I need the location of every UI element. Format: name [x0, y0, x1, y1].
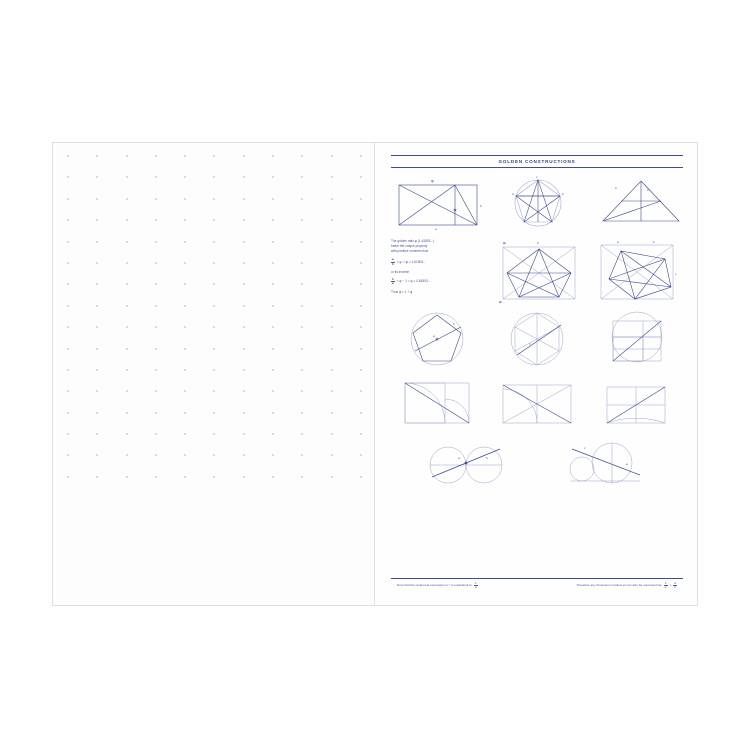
grid-dot [331, 433, 333, 435]
grid-dot [67, 262, 69, 264]
grid-dot [360, 390, 362, 392]
grid-dot [67, 305, 69, 307]
grid-dot [126, 262, 128, 264]
grid-dot [67, 412, 69, 414]
grid-dot [243, 305, 245, 307]
svg-text:a: a [458, 456, 460, 460]
grid-dot [67, 241, 69, 243]
svg-text:a: a [512, 192, 514, 196]
grid-dot [360, 155, 362, 157]
figure-golden-rectangle-diagonal [391, 173, 485, 231]
grid-dot [184, 241, 186, 243]
grid-dot [272, 176, 274, 178]
grid-dot [272, 262, 274, 264]
grid-dot [155, 198, 157, 200]
figure-double-circle-line [414, 437, 524, 489]
grid-dot [184, 219, 186, 221]
grid-dot [184, 262, 186, 264]
grid-dot [67, 390, 69, 392]
grid-dot [272, 198, 274, 200]
grid-dot [126, 369, 128, 371]
grid-dot [301, 326, 303, 328]
grid-dot [155, 283, 157, 285]
footer-right-text: Therefore any dimension marked φ² can also be expressed as [576, 583, 662, 588]
grid-dot [331, 305, 333, 307]
eq1-denominator: b [392, 261, 394, 266]
note-line-2: bears the unique property [391, 243, 428, 248]
grid-dot [67, 155, 69, 157]
grid-dot [301, 454, 303, 456]
grid-dot [67, 219, 69, 221]
grid-dot [184, 454, 186, 456]
grid-dot [184, 155, 186, 157]
grid-dot [272, 305, 274, 307]
footer-notes [391, 582, 683, 589]
svg-text:c: c [536, 175, 538, 179]
grid-dot [155, 219, 157, 221]
svg-text:φ²: φ² [431, 179, 435, 183]
grid-dot [360, 198, 362, 200]
grid-dot [126, 412, 128, 414]
grid-dot [243, 454, 245, 456]
dot-grid-row [67, 390, 362, 392]
grid-dot [155, 241, 157, 243]
grid-dot [360, 476, 362, 478]
eq1-text: = φ ⇒ φ = 1.61803... [396, 260, 426, 265]
grid-dot [155, 369, 157, 371]
svg-text:φ²: φ² [499, 300, 503, 304]
grid-dot [360, 454, 362, 456]
figure-pentagon-in-circle [496, 173, 580, 231]
grid-dot [301, 305, 303, 307]
grid-dot [360, 262, 362, 264]
grid-dot [301, 476, 303, 478]
grid-dot [272, 476, 274, 478]
dot-grid-row [67, 454, 362, 456]
grid-dot [155, 326, 157, 328]
svg-text:b: b [486, 456, 488, 460]
grid-dot [96, 155, 98, 157]
figure-circle-grid-rectangles [591, 309, 683, 371]
grid-dot [301, 219, 303, 221]
grid-dot [67, 476, 69, 478]
svg-text:b: b [453, 322, 455, 326]
svg-text:φ²: φ² [503, 241, 507, 245]
grid-dot [301, 198, 303, 200]
grid-dot [67, 326, 69, 328]
svg-text:b: b [653, 240, 655, 244]
svg-text:b: b [537, 241, 539, 245]
footer-left-frac-den: φ [474, 584, 477, 589]
grid-dot [96, 348, 98, 350]
grid-dot [155, 155, 157, 157]
svg-text:a: a [617, 240, 619, 244]
grid-dot [126, 219, 128, 221]
grid-dot [301, 412, 303, 414]
grid-dot [96, 198, 98, 200]
equation-1 [391, 258, 487, 265]
dot-grid-row [67, 326, 362, 328]
grid-dot [272, 326, 274, 328]
eq2-denominator: a [392, 280, 394, 285]
grid-dot [126, 305, 128, 307]
grid-dot [360, 433, 362, 435]
grid-dot [155, 433, 157, 435]
grid-dot [331, 348, 333, 350]
footer-left-text: Note that the reciprocal expression φ⁻¹ is equivalent to [397, 583, 472, 588]
grid-dot [213, 305, 215, 307]
grid-dot [243, 348, 245, 350]
figure-circle-decagon-chord [491, 309, 583, 371]
grid-dot [184, 433, 186, 435]
grid-dot [272, 412, 274, 414]
grid-dot [213, 348, 215, 350]
figure-semicircle-tangent-line [550, 437, 660, 489]
grid-dot [184, 198, 186, 200]
grid-dot [155, 454, 157, 456]
grid-dot [243, 390, 245, 392]
grid-dot [301, 262, 303, 264]
grid-dot [96, 305, 98, 307]
grid-dot [243, 176, 245, 178]
grid-dot [272, 283, 274, 285]
grid-dot [360, 176, 362, 178]
svg-text:a: a [435, 227, 437, 231]
grid-dot [243, 326, 245, 328]
svg-text:b: b [562, 192, 564, 196]
grid-dot [331, 476, 333, 478]
note-line-1: The golden ratio φ (1.61803...) [391, 239, 435, 243]
grid-dot [184, 326, 186, 328]
dot-grid-row [67, 262, 362, 264]
grid-dot [67, 454, 69, 456]
grid-dot [213, 241, 215, 243]
grid-dot [272, 454, 274, 456]
grid-dot [96, 219, 98, 221]
grid-dot [243, 262, 245, 264]
grid-dot [213, 283, 215, 285]
figure-square-arc-golden-rectangle [391, 373, 483, 435]
grid-dot [243, 198, 245, 200]
grid-dot [96, 433, 98, 435]
note-line-3: with positive numbers that [391, 248, 428, 253]
dot-grid-row [67, 155, 362, 157]
grid-dot [96, 241, 98, 243]
grid-dot [213, 155, 215, 157]
grid-dot [155, 476, 157, 478]
grid-dot [213, 433, 215, 435]
grid-dot [331, 326, 333, 328]
footer-right-frac2-num: a [674, 580, 676, 585]
grid-dot [331, 241, 333, 243]
grid-dot [126, 241, 128, 243]
thus-text: Thus φ = 1 + φ [391, 289, 413, 294]
grid-dot [360, 241, 362, 243]
grid-dot [184, 176, 186, 178]
notebook-spread [52, 142, 698, 606]
grid-dot [213, 476, 215, 478]
grid-dot [272, 369, 274, 371]
grid-dot [243, 219, 245, 221]
grid-dot [155, 176, 157, 178]
grid-dot [213, 219, 215, 221]
grid-dot [301, 241, 303, 243]
grid-dot [155, 390, 157, 392]
notes-block [391, 235, 487, 307]
footer-right-frac2-den: b [674, 584, 676, 589]
grid-dot [243, 433, 245, 435]
grid-dot [184, 348, 186, 350]
grid-dot [272, 433, 274, 435]
eq2-numerator: b [392, 276, 394, 281]
grid-dot [126, 476, 128, 478]
svg-text:a: a [626, 462, 628, 466]
grid-dot [360, 412, 362, 414]
dot-grid-row [67, 241, 362, 243]
dot-grid-row [67, 348, 362, 350]
grid-dot [331, 176, 333, 178]
grid-dot [360, 305, 362, 307]
footer-left-frac-num: 1 [474, 580, 477, 585]
grid-dot [126, 198, 128, 200]
grid-dot [360, 326, 362, 328]
grid-dot [184, 305, 186, 307]
svg-text:c: c [529, 342, 531, 346]
grid-dot [272, 390, 274, 392]
grid-dot [155, 348, 157, 350]
right-page-content [391, 153, 683, 595]
grid-dot [96, 369, 98, 371]
title-rule-bottom [391, 167, 683, 168]
figure-golden-triangle [591, 173, 683, 231]
grid-dot [331, 390, 333, 392]
grid-dot [331, 198, 333, 200]
grid-dot [213, 369, 215, 371]
eq2-text: = φ − 1 = φ = 0.61803... [396, 279, 431, 284]
svg-text:b: b [647, 188, 649, 192]
svg-text:b: b [480, 204, 482, 208]
grid-dot [301, 283, 303, 285]
figure-circle-pentagon-chord [391, 309, 483, 371]
grid-dot [96, 283, 98, 285]
or-inverse-text: or its inverse [391, 269, 410, 274]
grid-dot [96, 262, 98, 264]
grid-dot [184, 476, 186, 478]
grid-dot [126, 348, 128, 350]
grid-dot [213, 412, 215, 414]
grid-dot [272, 241, 274, 243]
grid-dot [331, 262, 333, 264]
grid-dot [301, 155, 303, 157]
footer-rule [391, 578, 683, 579]
grid-dot [126, 155, 128, 157]
grid-dot [67, 433, 69, 435]
grid-dot [272, 219, 274, 221]
grid-dot [331, 155, 333, 157]
grid-dot [126, 283, 128, 285]
grid-dot [272, 155, 274, 157]
grid-dot [331, 283, 333, 285]
grid-dot [243, 476, 245, 478]
grid-dot [331, 369, 333, 371]
grid-dot [126, 326, 128, 328]
grid-dot [243, 369, 245, 371]
svg-text:c: c [675, 272, 677, 276]
grid-dot [213, 454, 215, 456]
grid-dot [126, 176, 128, 178]
grid-dot [301, 176, 303, 178]
grid-dot [331, 219, 333, 221]
grid-dot [301, 390, 303, 392]
grid-dot [243, 283, 245, 285]
right-page [375, 143, 697, 605]
page-title: GOLDEN CONSTRUCTIONS [498, 159, 576, 164]
grid-dot [213, 198, 215, 200]
grid-dot [301, 348, 303, 350]
figure-pentagram-construction [493, 235, 585, 307]
grid-dot [96, 326, 98, 328]
grid-dot [67, 348, 69, 350]
dot-grid-row [67, 433, 362, 435]
footer-right-frac-num: 1 [664, 580, 667, 585]
grid-dot [155, 305, 157, 307]
grid-dot [96, 412, 98, 414]
grid-dot [213, 262, 215, 264]
grid-dot [155, 412, 157, 414]
grid-dot [213, 390, 215, 392]
footer-note-left [397, 582, 478, 589]
dot-grid-row [67, 198, 362, 200]
dot-grid-row [67, 369, 362, 371]
grid-dot [155, 262, 157, 264]
grid-dot [360, 283, 362, 285]
grid-dot [301, 369, 303, 371]
dot-grid-row [67, 219, 362, 221]
footer-right-frac-den: φ [664, 584, 667, 589]
eq1-numerator: a [392, 257, 394, 262]
grid-dot [126, 454, 128, 456]
title-rule-top [391, 155, 683, 156]
grid-dot [184, 369, 186, 371]
dot-grid-row [67, 412, 362, 414]
grid-dot [213, 176, 215, 178]
grid-dot [272, 348, 274, 350]
dot-grid [67, 155, 362, 593]
grid-dot [67, 198, 69, 200]
dot-grid-row [67, 305, 362, 307]
svg-text:a: a [615, 186, 617, 190]
grid-dot [126, 390, 128, 392]
grid-dot [67, 176, 69, 178]
grid-dot [67, 369, 69, 371]
grid-dot [96, 390, 98, 392]
figure-rectangle-diagonal-spiral [491, 373, 583, 435]
grid-dot [96, 476, 98, 478]
grid-dot [360, 348, 362, 350]
grid-dot [331, 412, 333, 414]
grid-dot [243, 412, 245, 414]
grid-dot [360, 369, 362, 371]
figure-pentagon-star-nested [591, 235, 683, 307]
dot-grid-row [67, 176, 362, 178]
grid-dot [213, 326, 215, 328]
grid-dot [184, 390, 186, 392]
equation-2 [391, 278, 487, 285]
left-page [53, 143, 375, 605]
grid-dot [243, 241, 245, 243]
figure-semicircle-square-division [591, 373, 683, 435]
grid-dot [184, 412, 186, 414]
grid-dot [96, 176, 98, 178]
grid-dot [243, 155, 245, 157]
svg-text:c: c [584, 446, 586, 450]
grid-dot [67, 283, 69, 285]
svg-text:a: a [433, 334, 435, 338]
dot-grid-row [67, 476, 362, 478]
grid-dot [126, 433, 128, 435]
grid-dot [331, 454, 333, 456]
footer-note-right: Therefore any dimension marked φ² can also be expressed as $\frac{1}{\varphi}$ + $\frac{a}{b}$ [576, 580, 676, 589]
grid-dot [184, 283, 186, 285]
grid-dot [96, 454, 98, 456]
grid-dot [360, 219, 362, 221]
grid-dot [301, 433, 303, 435]
dot-grid-row [67, 283, 362, 285]
